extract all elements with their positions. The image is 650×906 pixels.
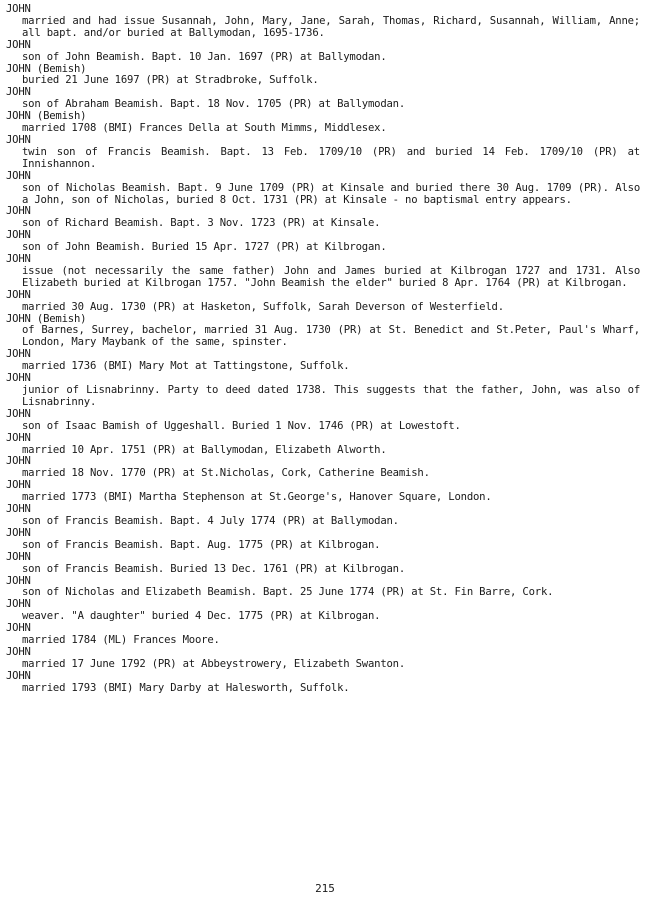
entry-heading: JOHN <box>6 38 31 51</box>
entry <box>6 433 640 457</box>
entry <box>6 552 640 576</box>
entry-text: married 1708 (BMI) Frances Della at South Mimms, Middlesex. <box>22 122 387 135</box>
entry-text: buried 21 June 1697 (PR) at Stradbroke, Suffolk. <box>22 74 319 87</box>
entry-text: son of John Beamish. Bapt. 10 Jan. 1697 (PR) at Ballymodan. <box>22 50 387 63</box>
entry-heading: JOHN (Bemish) <box>6 312 87 325</box>
entry-heading: JOHN <box>6 455 31 468</box>
entry-text: married 1736 (BMI) Mary Mot at Tattingstone, Suffolk. <box>22 360 350 373</box>
entry <box>6 480 640 504</box>
entry-heading: JOHN <box>6 407 31 420</box>
entry-heading: JOHN <box>6 86 31 99</box>
entry-heading: JOHN (Bemish) <box>6 62 87 75</box>
entry-text: married 1793 (BMI) Mary Darby at Halesworth, Suffolk. <box>22 681 350 694</box>
entry <box>6 504 640 528</box>
entry-heading: JOHN <box>6 229 31 242</box>
entry-text: junior of Lisnabrinny. Party to deed dated 1738. This suggests that the father, John, was also of Lisnabrinny. <box>22 384 640 408</box>
entry-heading: JOHN <box>6 169 31 182</box>
entry <box>6 599 640 623</box>
entry-text: issue (not necessarily the same father) John and James buried at Kilbrogan 1727 and 1731. Also Elizabeth buried at Kilbrogan 1757. "John Beamish the elder" buried 8 Apr. 1764 (PR) at Kilbrogan. <box>22 264 640 289</box>
entry <box>6 576 640 600</box>
entry <box>6 4 640 40</box>
entry-heading: JOHN <box>6 574 31 587</box>
entry-text: son of Nicholas Beamish. Bapt. 9 June 1709 (PR) at Kinsale and buried there 30 Aug. 1709 (PR). Also a John, son of Nicholas, buried 8 Oct. 1731 (PR) at Kinsale - no baptismal entry appears. <box>22 181 640 206</box>
entry <box>6 671 640 695</box>
entry-heading: JOHN <box>6 205 31 218</box>
entry <box>6 87 640 111</box>
entry <box>6 254 640 290</box>
entry-text: married 1784 (ML) Frances Moore. <box>22 634 220 647</box>
entry-text: married and had issue Susannah, John, Mary, Jane, Sarah, Thomas, Richard, Susannah, William, Anne; all bapt. and/or buried at Ballymodan, 1695-1736. <box>22 14 640 39</box>
entry-heading: JOHN <box>6 622 31 635</box>
entry-heading: JOHN <box>6 645 31 658</box>
entry <box>6 111 640 135</box>
entry <box>6 290 640 314</box>
entry-text: son of Abraham Beamish. Bapt. 18 Nov. 1705 (PR) at Ballymodan. <box>22 98 406 111</box>
entry-text: of Barnes, Surrey, bachelor, married 31 Aug. 1730 (PR) at St. Benedict and St.Peter, Paul's Wharf, London, Mary Maybank of the same, spinster. <box>22 324 640 349</box>
entry-heading: JOHN <box>6 479 31 492</box>
entry <box>6 64 640 88</box>
entry <box>6 623 640 647</box>
entry-heading: JOHN <box>6 3 31 15</box>
entry-text: son of Francis Beamish. Bapt. 4 July 1774 (PR) at Ballymodan. <box>22 514 399 527</box>
entry-heading: JOHN <box>6 550 31 563</box>
entry <box>6 647 640 671</box>
entry-text: married 18 Nov. 1770 (PR) at St.Nicholas, Cork, Catherine Beamish. <box>22 467 430 480</box>
entry-text: son of Isaac Bamish of Uggeshall. Buried 1 Nov. 1746 (PR) at Lowestoft. <box>22 419 461 432</box>
entry-text: married 10 Apr. 1751 (PR) at Ballymodan, Elizabeth Alworth. <box>22 443 387 456</box>
entry <box>6 230 640 254</box>
entry-heading: JOHN <box>6 669 31 682</box>
entry-text: son of Richard Beamish. Bapt. 3 Nov. 1723 (PR) at Kinsale. <box>22 217 381 230</box>
entry-text: son of Francis Beamish. Buried 13 Dec. 1761 (PR) at Kilbrogan. <box>22 562 406 575</box>
entry-heading: JOHN <box>6 372 31 385</box>
entry-heading: JOHN <box>6 253 31 266</box>
entry <box>6 314 640 350</box>
entry-text: twin son of Francis Beamish. Bapt. 13 Feb. 1709/10 (PR) and buried 14 Feb. 1709/10 (PR) at Innishannon. <box>22 145 640 170</box>
entry-heading: JOHN <box>6 288 31 301</box>
entry <box>6 373 640 409</box>
entry <box>6 409 640 433</box>
entry-text: son of Nicholas and Elizabeth Beamish. Bapt. 25 June 1774 (PR) at St. Fin Barre, Cork. <box>22 586 554 599</box>
entry <box>6 528 640 552</box>
entry-text: married 17 June 1792 (PR) at Abbeystrowery, Elizabeth Swanton. <box>22 657 406 670</box>
entry-heading: JOHN <box>6 431 31 444</box>
entry-text: married 30 Aug. 1730 (PR) at Hasketon, Suffolk, Sarah Deverson of Westerfield. <box>22 300 504 313</box>
entry-heading: JOHN <box>6 503 31 516</box>
entry <box>6 135 640 171</box>
entry-text: married 1773 (BMI) Martha Stephenson at St.George's, Hanover Square, London. <box>22 491 492 504</box>
entry-heading: JOHN <box>6 133 31 146</box>
entry <box>6 171 640 207</box>
entry-text: weaver. "A daughter" buried 4 Dec. 1775 (PR) at Kilbrogan. <box>22 610 381 623</box>
entry <box>6 456 640 480</box>
entries-list <box>6 4 640 695</box>
entry-heading: JOHN <box>6 348 31 361</box>
entry <box>6 40 640 64</box>
entry <box>6 349 640 373</box>
entry-text: son of Francis Beamish. Bapt. Aug. 1775 (PR) at Kilbrogan. <box>22 538 381 551</box>
entry-text: son of John Beamish. Buried 15 Apr. 1727 (PR) at Kilbrogan. <box>22 241 387 254</box>
entry-heading: JOHN <box>6 526 31 539</box>
page-number: 215 <box>315 882 335 895</box>
entry-heading: JOHN (Bemish) <box>6 110 87 123</box>
entry-heading: JOHN <box>6 598 31 611</box>
entry <box>6 206 640 230</box>
